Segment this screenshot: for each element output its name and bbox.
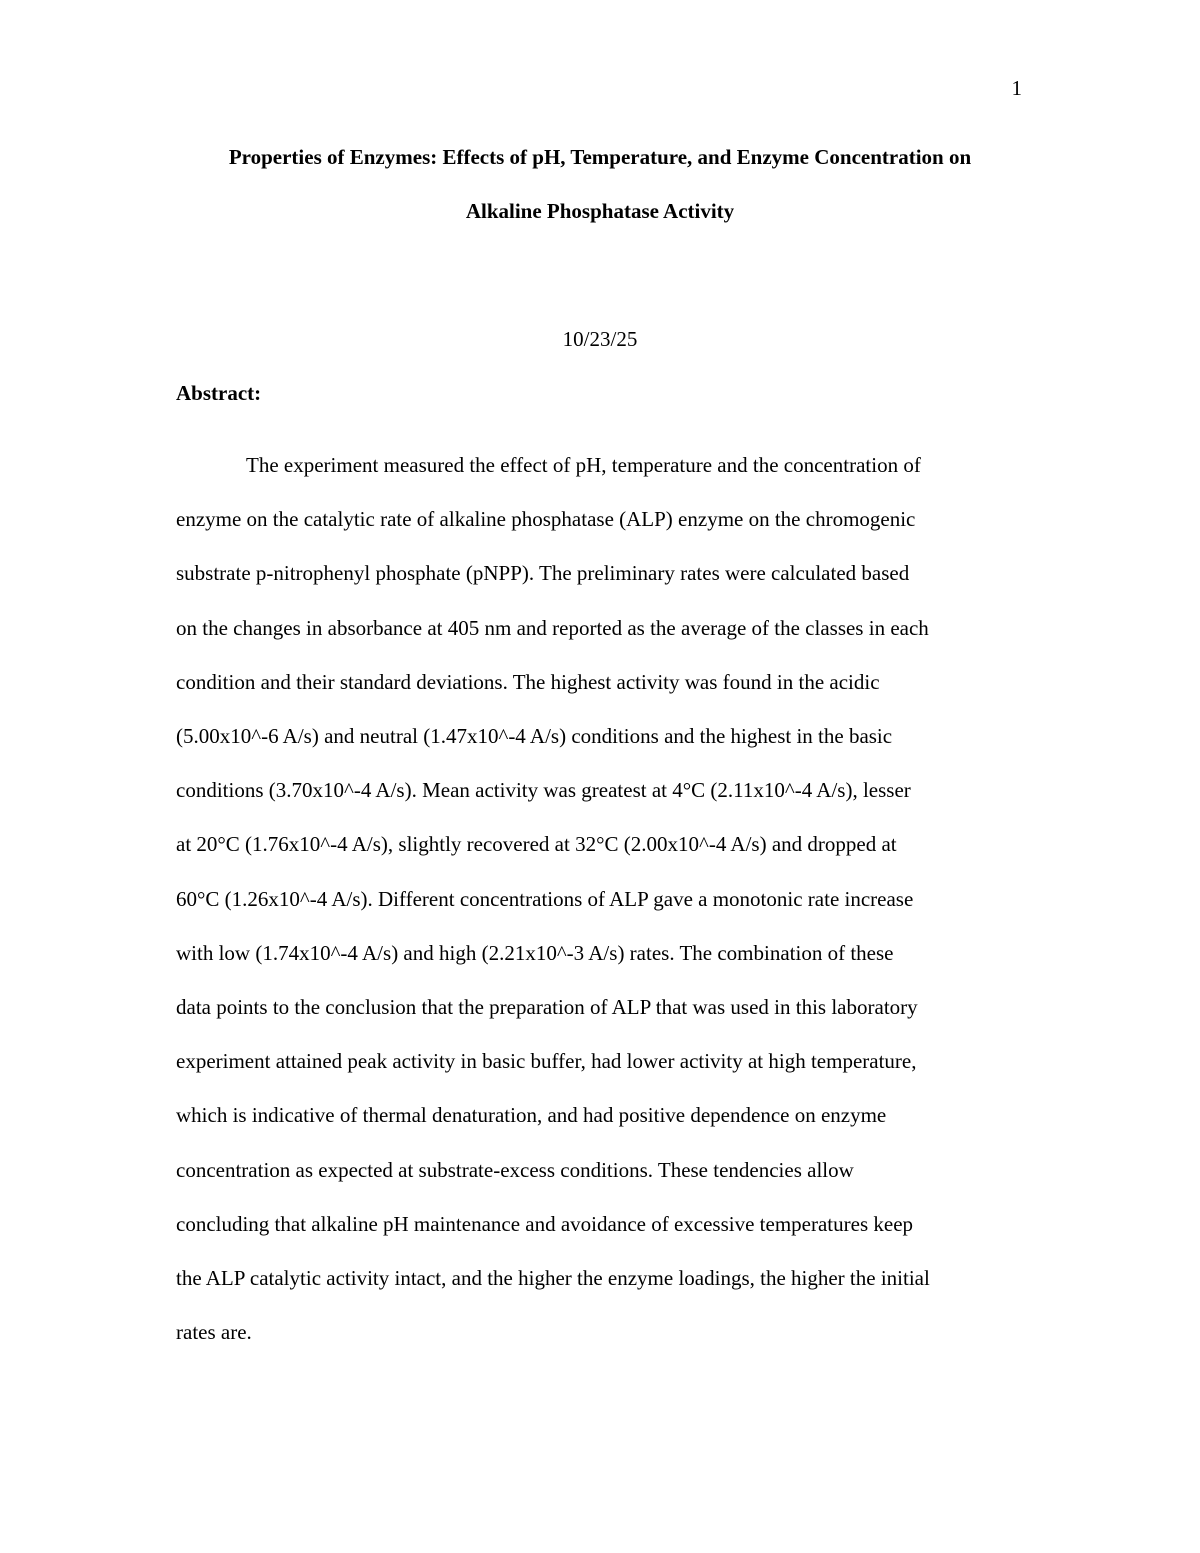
page-number: 1 <box>1011 76 1022 100</box>
abstract-line: concentration as expected at substrate-excess conditions. These tendencies allow <box>176 1157 854 1182</box>
abstract-line: which is indicative of thermal denaturation, and had positive dependence on enzyme <box>176 1103 887 1128</box>
title-line-2: Alkaline Phosphatase Activity <box>465 199 735 223</box>
abstract-paragraph <box>176 438 1024 1359</box>
document-title <box>176 130 1024 238</box>
abstract-line: at 20°C (1.76x10^-4 A/s), slightly recovered at 32°C (2.00x10^-4 A/s) and dropped at <box>176 832 897 857</box>
abstract-line: condition and their standard deviations. The highest activity was found in the acidic <box>176 669 880 694</box>
abstract-line: (5.00x10^-6 A/s) and neutral (1.47x10^-4 A/s) conditions and the highest in the basic <box>176 724 893 749</box>
abstract-line: enzyme on the catalytic rate of alkaline phosphatase (ALP) enzyme on the chromogenic <box>176 507 916 532</box>
abstract-line: data points to the conclusion that the preparation of ALP that was used in this laboratory <box>176 995 918 1020</box>
document-date: 10/23/25 <box>562 327 638 351</box>
abstract-line: substrate p-nitrophenyl phosphate (pNPP). The preliminary rates were calculated based <box>176 561 910 586</box>
title-line-1: Properties of Enzymes: Effects of pH, Temperature, and Enzyme Concentration on <box>228 145 972 169</box>
abstract-line: 60°C (1.26x10^-4 A/s). Different concentrations of ALP gave a monotonic rate increase <box>176 886 914 911</box>
abstract-line: rates are. <box>176 1320 252 1345</box>
abstract-line: The experiment measured the effect of pH, temperature and the concentration of <box>246 453 921 477</box>
abstract-line: experiment attained peak activity in basic buffer, had lower activity at high temperature, <box>176 1049 917 1074</box>
abstract-line: on the changes in absorbance at 405 nm and reported as the average of the classes in each <box>176 615 929 640</box>
abstract-line: concluding that alkaline pH maintenance and avoidance of excessive temperatures keep <box>176 1211 914 1236</box>
abstract-line: conditions (3.70x10^-4 A/s). Mean activity was greatest at 4°C (2.11x10^-4 A/s), lesser <box>176 778 911 803</box>
abstract-line: the ALP catalytic activity intact, and the higher the enzyme loadings, the higher the initial <box>176 1266 930 1291</box>
abstract-line: with low (1.74x10^-4 A/s) and high (2.21x10^-3 A/s) rates. The combination of these <box>176 940 894 965</box>
abstract-heading: Abstract: <box>176 381 262 405</box>
